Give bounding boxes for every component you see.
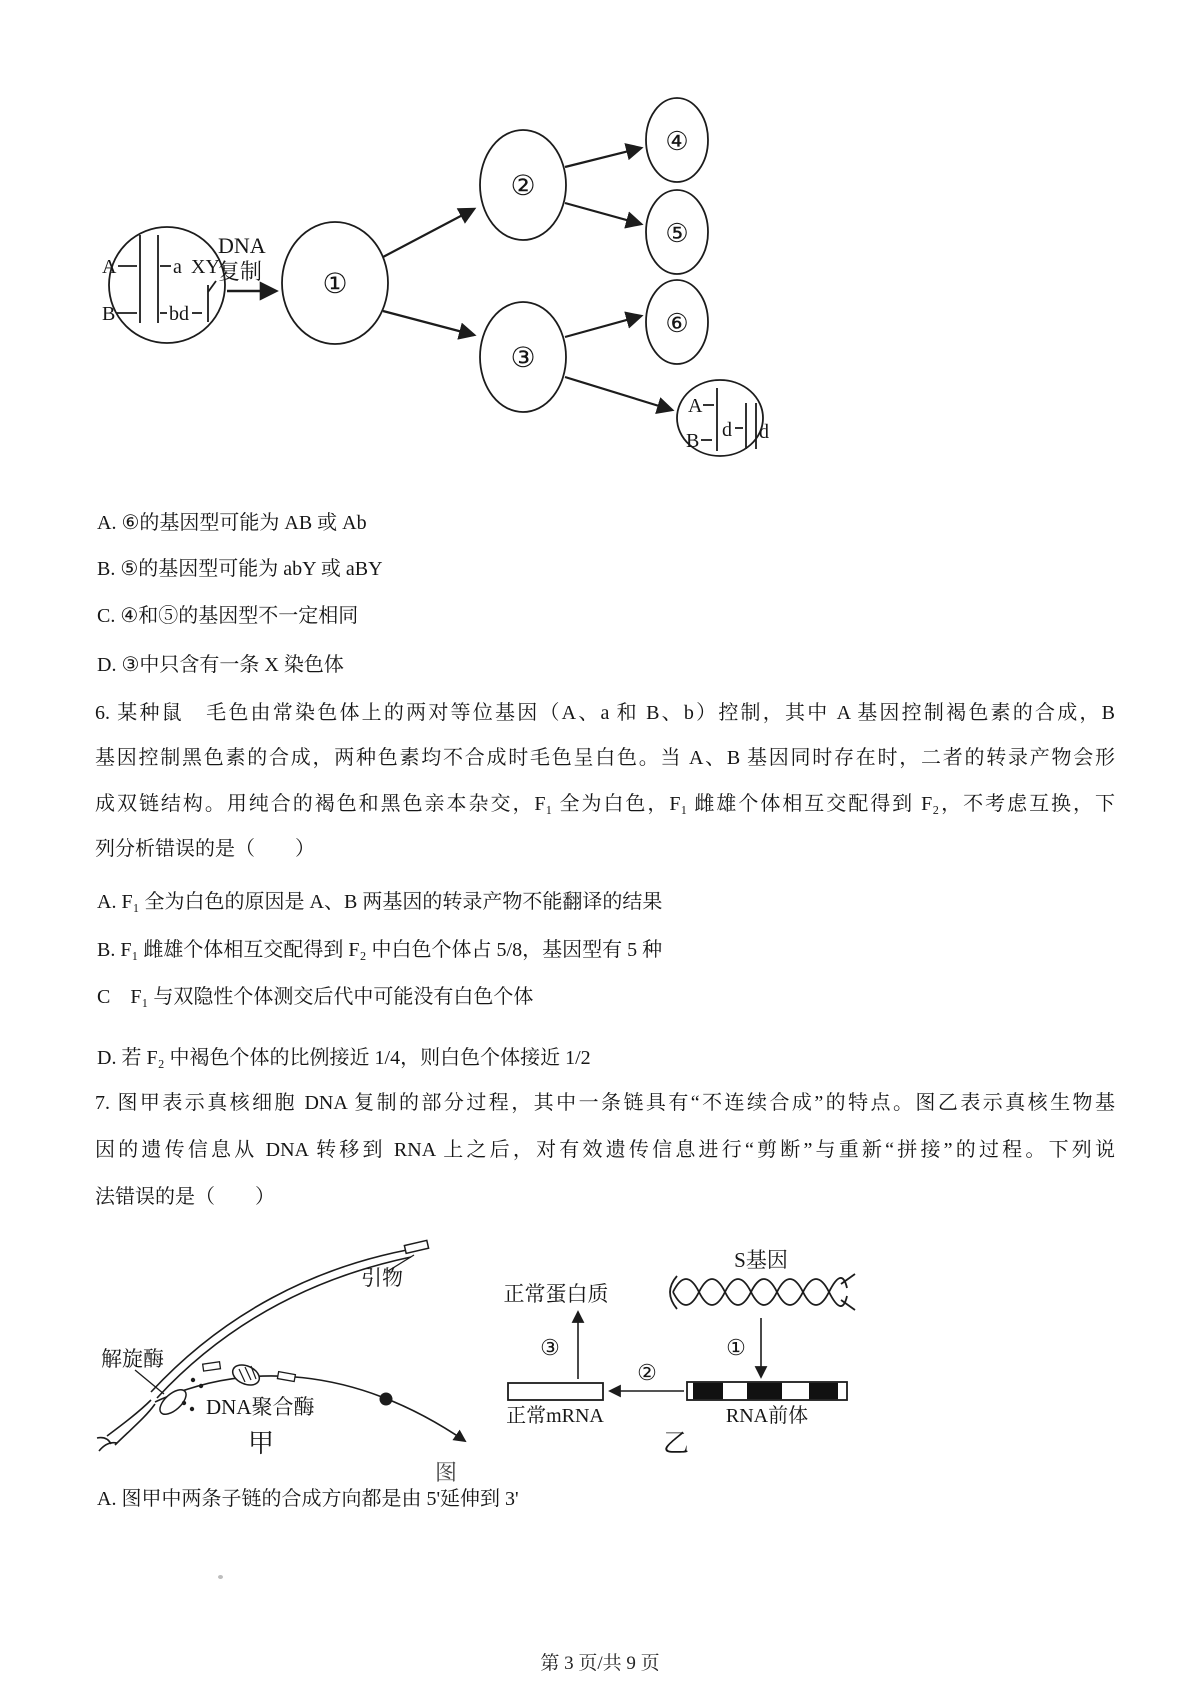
mrna-label: 正常mRNA (506, 1405, 604, 1427)
q6-option-d: D. 若 F₂ 中褐色个体的比例接近 1/4，则白色个体接近 1/2 (97, 1047, 591, 1069)
q6-option-a: A. F₁ 全为白色的原因是 A、B 两基因的转录产物不能翻译的结果 (97, 891, 663, 913)
parent-allele-a: a (173, 256, 182, 278)
mrna-bar (508, 1383, 603, 1400)
normal-protein-label: 正常蛋白质 (503, 1282, 609, 1306)
cell-2-number: ② (510, 171, 536, 202)
step-1-number: ① (726, 1335, 746, 1360)
step-3-number: ③ (540, 1335, 560, 1360)
child-allele-B: B (686, 430, 700, 452)
cell-1-number: ① (322, 269, 348, 300)
figure-yi-caption: 乙 (663, 1429, 690, 1458)
q5-option-c: C. ④和⑤的基因型不一定相同 (97, 605, 359, 627)
parent-cell-chromosomes (116, 235, 216, 323)
cell-5-number: ⑤ (665, 219, 689, 248)
q7-stem-line1: 7. 图甲表示真核细胞 DNA 复制的部分过程，其中一条链具有“不连续合成”的特点。图乙表示真核生物基 (95, 1092, 1115, 1114)
q6-stem-line4: 列分析错误的是（ ） (95, 838, 315, 860)
primer-label: 引物 (361, 1266, 403, 1290)
figure-jia-caption: 甲 (248, 1429, 275, 1458)
child-allele-A: A (688, 395, 703, 417)
dna-double-helix (670, 1274, 855, 1310)
q7-stem-line2: 因的遗传信息从 DNA 转移到 RNA 上之后，对有效遗传信息进行“剪断”与重新“拼接”的过程。下列说 (95, 1139, 1115, 1161)
helicase-label: 解旋酶 (101, 1347, 164, 1371)
parent-allele-bd: bd (169, 303, 189, 325)
page-number-footer: 第 3 页/共 9 页 (540, 1653, 660, 1674)
rna-precursor-label: RNA前体 (725, 1405, 809, 1427)
rna-precursor-bar (687, 1382, 847, 1400)
parent-allele-A: A (102, 256, 117, 278)
child-allele-d2: d (759, 421, 769, 443)
dna-replication-label-line2: 复制 (218, 259, 263, 284)
q5-option-a: A. ⑥的基因型可能为 AB 或 Ab (97, 512, 367, 534)
q7-stem-line3: 法错误的是（ ） (95, 1186, 275, 1208)
child-allele-d1: d (722, 419, 732, 441)
q5-option-b: B. ⑤的基因型可能为 abY 或 aBY (97, 558, 383, 580)
replication-splicing-figure (85, 1230, 875, 1485)
q7-option-a: A. 图甲中两条子链的合成方向都是由 5'延伸到 3' (97, 1488, 519, 1510)
parent-allele-B: B (102, 303, 116, 325)
cell-3-number: ③ (510, 343, 536, 374)
q6-option-b: B. F₁ 雌雄个体相互交配得到 F₂ 中白色个体占 5/8，基因型有 5 种 (97, 939, 663, 961)
q6-option-c: C F₁ 与双隐性个体测交后代中可能没有白色个体 (97, 986, 534, 1008)
s-gene-label: S基因 (734, 1248, 788, 1272)
q6-stem-line3: 成双链结构。用纯合的褐色和黑色亲本杂交，F₁ 全为白色，F₁ 雌雄个体相互交配得到 F₂，不考虑互换，下 (95, 793, 1115, 815)
step-2-number: ② (637, 1360, 657, 1385)
cell-4-number: ④ (665, 127, 689, 156)
q6-stem-line1: 6. 某种鼠 毛色由常染色体上的两对等位基因（A、a 和 B、b）控制，其中 A 基因控制褐色素的合成，B (95, 702, 1115, 724)
print-speck (218, 1575, 223, 1579)
cell-division-diagram (80, 85, 780, 480)
primer-segment (404, 1240, 428, 1253)
cropped-partial-text: 图 (435, 1460, 458, 1485)
dna-replication-label-line1: DNA (218, 233, 266, 258)
cell-6-number: ⑥ (665, 309, 689, 338)
dna-polymerase-label: DNA聚合酶 (206, 1395, 315, 1419)
q6-stem-line2: 基因控制黑色素的合成，两种色素均不合成时毛色呈白色。当 A、B 基因同时存在时，二者的转录产物会形 (95, 747, 1115, 769)
parent-XY-label: XY (191, 256, 220, 278)
q5-option-d: D. ③中只含有一条 X 染色体 (97, 654, 344, 676)
